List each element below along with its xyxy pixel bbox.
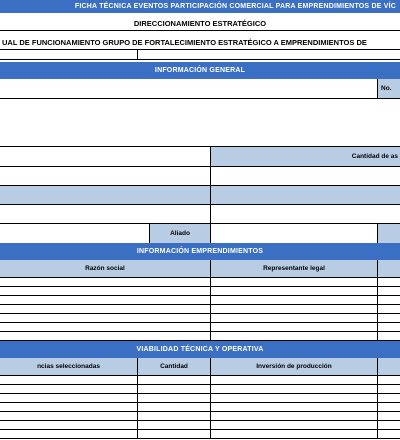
general-section-header xyxy=(0,62,400,79)
table-cell[interactable] xyxy=(0,430,138,439)
general-field-left-3[interactable] xyxy=(0,205,211,224)
table-cell[interactable] xyxy=(0,314,211,323)
emprendimientos-section-header xyxy=(0,243,400,260)
form-title-bar xyxy=(0,0,400,13)
general-field-left-4[interactable] xyxy=(0,224,150,243)
table-cell[interactable] xyxy=(138,412,211,421)
table-cell[interactable] xyxy=(0,394,138,403)
col-header-representante xyxy=(211,260,378,278)
table-cell[interactable] xyxy=(0,332,211,341)
no-label-cell xyxy=(378,79,400,99)
general-name-field[interactable] xyxy=(0,79,378,99)
table-cell[interactable] xyxy=(0,385,138,394)
table-cell[interactable] xyxy=(211,385,378,394)
subtitle-label: UAL DE FUNCIONAMIENTO GRUPO DE FORTALECIMIENTO ESTRATÉGICO A EMPRENDIMIENTOS DE xyxy=(2,37,367,47)
table-cell[interactable] xyxy=(211,314,378,323)
emprendimientos-section-title: INFORMACIÓN EMPRENDIMIENTOS xyxy=(136,248,264,255)
divider xyxy=(0,59,400,60)
table-cell[interactable] xyxy=(138,385,211,394)
table-cell[interactable] xyxy=(378,305,400,314)
table-cell[interactable] xyxy=(378,296,400,305)
aliado-field[interactable] xyxy=(211,224,378,243)
col-header-inversion-label: Inversión de producción xyxy=(256,363,332,370)
col-header-cantidad-label: Cantidad xyxy=(160,363,188,370)
table-cell[interactable] xyxy=(211,421,378,430)
table-cell[interactable] xyxy=(378,394,400,403)
table-cell[interactable] xyxy=(138,403,211,412)
subtitle-row xyxy=(0,35,400,50)
department-row xyxy=(0,16,400,31)
viabilidad-section-title: VIABILIDAD TÉCNICA Y OPERATIVA xyxy=(136,346,264,353)
general-section-title: INFORMACIÓN GENERAL xyxy=(154,67,246,74)
table-cell[interactable] xyxy=(211,403,378,412)
table-cell[interactable] xyxy=(0,287,211,296)
table-cell[interactable] xyxy=(0,421,138,430)
table-cell[interactable] xyxy=(378,314,400,323)
general-light-row-right xyxy=(211,186,400,205)
table-cell[interactable] xyxy=(378,332,400,341)
table-cell[interactable] xyxy=(0,305,211,314)
table-cell[interactable] xyxy=(378,323,400,332)
table-cell[interactable] xyxy=(211,332,378,341)
table-cell[interactable] xyxy=(378,403,400,412)
col-header-extra xyxy=(378,260,400,278)
col-header-seleccionadas-label: ncias seleccionadas xyxy=(37,363,100,370)
table-cell[interactable] xyxy=(378,287,400,296)
table-cell[interactable] xyxy=(0,296,211,305)
table-cell[interactable] xyxy=(211,278,378,287)
col-header-representante-label: Representante legal xyxy=(263,265,325,272)
general-field-right-3[interactable] xyxy=(211,205,400,224)
subtitle-divider xyxy=(137,50,138,59)
col-header-cantidad xyxy=(138,358,211,376)
table-cell[interactable] xyxy=(138,394,211,403)
col-header-viab-extra xyxy=(378,358,400,376)
general-light-row-left xyxy=(0,186,211,205)
table-cell[interactable] xyxy=(0,403,138,412)
aliado-right-cell xyxy=(378,224,400,243)
table-cell[interactable] xyxy=(211,296,378,305)
table-cell[interactable] xyxy=(0,376,138,385)
table-cell[interactable] xyxy=(211,430,378,439)
table-cell[interactable] xyxy=(211,287,378,296)
table-cell[interactable] xyxy=(378,421,400,430)
table-cell[interactable] xyxy=(0,412,138,421)
table-cell[interactable] xyxy=(211,376,378,385)
table-cell[interactable] xyxy=(378,412,400,421)
cantidad-label-cell xyxy=(211,147,400,167)
table-cell[interactable] xyxy=(211,412,378,421)
table-cell[interactable] xyxy=(378,376,400,385)
aliado-label-cell xyxy=(150,224,211,243)
table-cell[interactable] xyxy=(211,323,378,332)
col-header-inversion xyxy=(211,358,378,376)
col-header-razon-social-label: Razón social xyxy=(85,265,125,272)
general-description-area[interactable] xyxy=(0,99,400,147)
table-cell[interactable] xyxy=(0,278,211,287)
form-title: FICHA TÉCNICA EVENTOS PARTICIPACIÓN COMERCIAL PARA EMPRENDIMIENTOS DE VÍC xyxy=(74,3,396,10)
general-field-left-2[interactable] xyxy=(0,167,211,186)
col-header-razon-social xyxy=(0,260,211,278)
table-cell[interactable] xyxy=(211,305,378,314)
table-cell[interactable] xyxy=(138,430,211,439)
viabilidad-section-header xyxy=(0,341,400,358)
aliado-label: Aliado xyxy=(170,230,190,237)
general-field-right-2[interactable] xyxy=(211,167,400,186)
table-cell[interactable] xyxy=(138,421,211,430)
table-cell[interactable] xyxy=(138,376,211,385)
no-label: No. xyxy=(381,85,392,92)
table-cell[interactable] xyxy=(378,430,400,439)
table-cell[interactable] xyxy=(378,278,400,287)
table-cell[interactable] xyxy=(378,385,400,394)
general-field-left-1[interactable] xyxy=(0,147,211,167)
table-cell[interactable] xyxy=(0,323,211,332)
table-cell[interactable] xyxy=(211,394,378,403)
col-header-seleccionadas xyxy=(0,358,138,376)
department-label: DIRECCIONAMIENTO ESTRATÉGICO xyxy=(133,18,267,28)
cantidad-label: Cantidad de as xyxy=(351,153,398,160)
